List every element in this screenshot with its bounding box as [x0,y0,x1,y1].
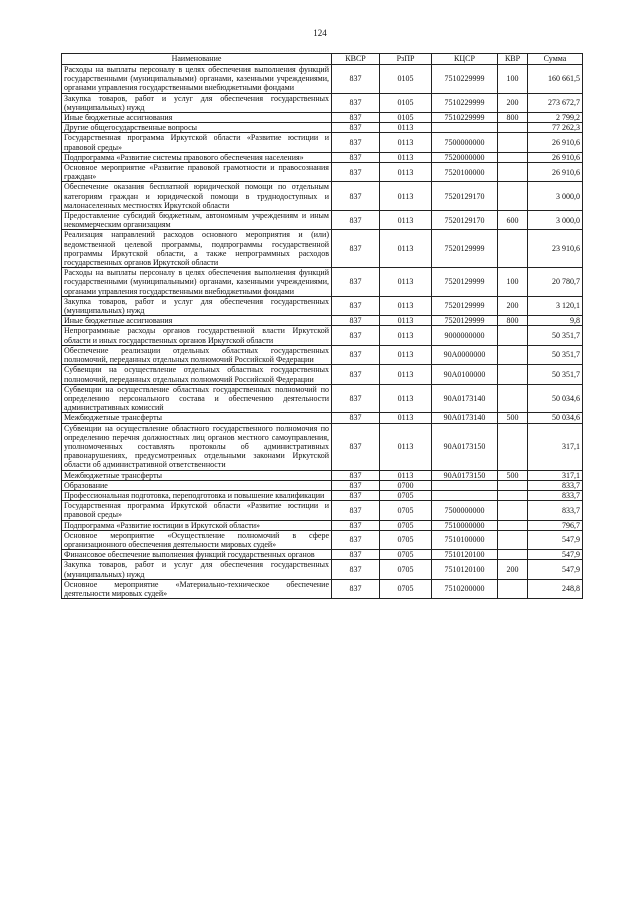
table-row [62,326,583,345]
cell-name: Закупка товаров, работ и услуг для обеспечения государственных (муниципальных) нужд [62,296,332,315]
cell-rzpr: 0113 [380,152,432,162]
cell-sum: 248,8 [528,579,583,598]
cell-sum: 20 780,7 [528,268,583,297]
cell-sum: 26 910,6 [528,152,583,162]
cell-kvr [498,152,528,162]
cell-kcsr: 7510120100 [432,550,498,560]
cell-kvsr: 837 [332,530,380,549]
cell-kcsr: 7510229999 [432,65,498,94]
cell-name: Основное мероприятие «Материально-техническое обеспечение деятельности мировых судей» [62,579,332,598]
cell-rzpr: 0705 [380,579,432,598]
table-row [62,423,583,470]
cell-kvsr: 837 [332,423,380,470]
table-row [62,490,583,500]
cell-sum: 3 000,0 [528,182,583,211]
cell-kvsr: 837 [332,326,380,345]
table-row [62,520,583,530]
cell-name: Иные бюджетные ассигнования [62,113,332,123]
cell-kvsr: 837 [332,65,380,94]
cell-kvsr: 837 [332,152,380,162]
cell-kvsr: 837 [332,413,380,423]
cell-kvr: 200 [498,560,528,579]
cell-name: Финансовое обеспечение выполнения функций государственных органов [62,550,332,560]
cell-name: Другие общегосударственные вопросы [62,123,332,133]
table-row [62,530,583,549]
cell-kvr: 600 [498,211,528,230]
cell-kvsr: 837 [332,230,380,268]
table-row [62,560,583,579]
budget-table [61,53,583,599]
cell-kcsr [432,480,498,490]
cell-sum: 317,1 [528,470,583,480]
cell-sum: 3 120,1 [528,296,583,315]
cell-kcsr [432,123,498,133]
cell-kcsr: 90А0100000 [432,365,498,384]
cell-rzpr: 0113 [380,365,432,384]
cell-name: Подпрограмма «Развитие юстиции в Иркутской области» [62,520,332,530]
cell-kvr [498,384,528,413]
cell-rzpr: 0105 [380,65,432,94]
cell-rzpr: 0113 [380,163,432,182]
cell-kvsr: 837 [332,123,380,133]
cell-kvsr: 837 [332,93,380,112]
cell-kcsr: 7520000000 [432,152,498,162]
cell-name: Государственная программа Иркутской области «Развитие юстиции и правовой среды» [62,133,332,152]
cell-name: Подпрограмма «Развитие системы правового обеспечения населения» [62,152,332,162]
cell-rzpr: 0705 [380,520,432,530]
cell-rzpr: 0705 [380,490,432,500]
cell-sum: 2 799,2 [528,113,583,123]
cell-kvsr: 837 [332,296,380,315]
cell-kvr [498,550,528,560]
cell-kvsr: 837 [332,113,380,123]
table-row [62,182,583,211]
cell-rzpr: 0705 [380,530,432,549]
cell-kvr [498,345,528,364]
cell-rzpr: 0705 [380,501,432,520]
cell-sum: 796,7 [528,520,583,530]
cell-kcsr: 7510000000 [432,520,498,530]
cell-rzpr: 0113 [380,384,432,413]
cell-name: Профессиональная подготовка, переподготовка и повышение квалификации [62,490,332,500]
table-row [62,480,583,490]
cell-rzpr: 0705 [380,560,432,579]
cell-sum: 23 910,6 [528,230,583,268]
cell-kvr: 500 [498,413,528,423]
cell-name: Основное мероприятие «Развитие правовой грамотности и правосознания граждан» [62,163,332,182]
header-kvr: КВР [498,54,528,65]
cell-kvsr: 837 [332,501,380,520]
cell-kvr: 500 [498,470,528,480]
cell-name: Межбюджетные трансферты [62,413,332,423]
cell-kvr [498,163,528,182]
cell-name: Непрограммные расходы органов государственной власти Иркутской области и иных государственных органов Иркутской области [62,326,332,345]
table-row [62,123,583,133]
cell-kvr [498,123,528,133]
cell-kcsr: 90А0173150 [432,470,498,480]
cell-name: Образование [62,480,332,490]
cell-sum: 833,7 [528,480,583,490]
cell-kvr [498,490,528,500]
cell-sum: 3 000,0 [528,211,583,230]
table-row [62,501,583,520]
cell-name: Межбюджетные трансферты [62,470,332,480]
table-row [62,152,583,162]
cell-kvsr: 837 [332,560,380,579]
cell-kvr [498,530,528,549]
cell-kvr [498,480,528,490]
cell-kcsr: 7510229999 [432,93,498,112]
cell-rzpr: 0113 [380,296,432,315]
cell-kvsr: 837 [332,211,380,230]
table-row [62,163,583,182]
table-header-row [62,54,583,65]
cell-rzpr: 0113 [380,133,432,152]
cell-rzpr: 0113 [380,230,432,268]
cell-kvsr: 837 [332,133,380,152]
cell-kcsr: 7520100000 [432,163,498,182]
cell-sum: 50 351,7 [528,365,583,384]
cell-kvr: 100 [498,65,528,94]
cell-rzpr: 0113 [380,413,432,423]
cell-rzpr: 0700 [380,480,432,490]
cell-sum: 50 351,7 [528,345,583,364]
cell-sum: 317,1 [528,423,583,470]
table-row [62,470,583,480]
cell-kcsr: 90А0173140 [432,413,498,423]
cell-sum: 9,8 [528,316,583,326]
cell-kcsr: 9000000000 [432,326,498,345]
cell-kvsr: 837 [332,480,380,490]
table-row [62,65,583,94]
table-row [62,296,583,315]
table-row [62,211,583,230]
cell-kcsr: 7510229999 [432,113,498,123]
cell-kvr: 800 [498,316,528,326]
cell-kcsr: 7500000000 [432,501,498,520]
cell-rzpr: 0113 [380,182,432,211]
cell-sum: 50 034,6 [528,413,583,423]
cell-rzpr: 0113 [380,345,432,364]
cell-kcsr: 90А0173140 [432,384,498,413]
cell-kcsr: 7520129999 [432,296,498,315]
table-body [62,65,583,599]
cell-kvr: 200 [498,93,528,112]
cell-name: Субвенции на осуществление отдельных областных государственных полномочий, переданных отдельных полномочий Российской Федерации [62,365,332,384]
cell-kvsr: 837 [332,579,380,598]
cell-sum: 26 910,6 [528,163,583,182]
cell-kvsr: 837 [332,268,380,297]
cell-sum: 50 351,7 [528,326,583,345]
cell-sum: 26 910,6 [528,133,583,152]
table-row [62,316,583,326]
cell-kcsr: 7520129999 [432,230,498,268]
table-row [62,365,583,384]
cell-kvsr: 837 [332,182,380,211]
table-row [62,230,583,268]
cell-kcsr: 90А0000000 [432,345,498,364]
cell-rzpr: 0113 [380,423,432,470]
cell-kvr [498,520,528,530]
cell-name: Предоставление субсидий бюджетным, автономным учреждениям и иным некоммерческим организациям [62,211,332,230]
cell-rzpr: 0705 [380,550,432,560]
cell-name: Закупка товаров, работ и услуг для обеспечения государственных (муниципальных) нужд [62,93,332,112]
cell-name: Основное мероприятие «Осуществление полномочий в сфере организационного обеспечения деятельности мировых судей» [62,530,332,549]
cell-rzpr: 0113 [380,326,432,345]
cell-kvr [498,182,528,211]
table-row [62,93,583,112]
cell-kvr [498,326,528,345]
cell-kvsr: 837 [332,490,380,500]
table-row [62,113,583,123]
cell-kvsr: 837 [332,316,380,326]
cell-kvr [498,230,528,268]
cell-kcsr: 7520129170 [432,182,498,211]
cell-rzpr: 0113 [380,470,432,480]
cell-sum: 833,7 [528,490,583,500]
cell-rzpr: 0105 [380,93,432,112]
page-number: 124 [313,28,327,38]
header-kvsr: КВСР [332,54,380,65]
table-row [62,268,583,297]
cell-name: Обеспечение реализации отдельных областных государственных полномочий, переданных отдельных полномочий Российской Федерации [62,345,332,364]
header-sum: Сумма [528,54,583,65]
cell-sum: 547,9 [528,550,583,560]
cell-kvsr: 837 [332,470,380,480]
cell-sum: 50 034,6 [528,384,583,413]
cell-sum: 77 262,3 [528,123,583,133]
cell-name: Закупка товаров, работ и услуг для обеспечения государственных (муниципальных) нужд [62,560,332,579]
cell-rzpr: 0113 [380,123,432,133]
table-row [62,133,583,152]
cell-rzpr: 0105 [380,113,432,123]
cell-kcsr: 90А0173150 [432,423,498,470]
cell-kcsr: 7510120100 [432,560,498,579]
table-row [62,345,583,364]
cell-kcsr: 7520129999 [432,316,498,326]
cell-sum: 833,7 [528,501,583,520]
cell-name: Государственная программа Иркутской области «Развитие юстиции и правовой среды» [62,501,332,520]
cell-kcsr: 7510100000 [432,530,498,549]
cell-kcsr: 7500000000 [432,133,498,152]
header-name: Наименование [62,54,332,65]
cell-kcsr: 7510200000 [432,579,498,598]
table-row [62,579,583,598]
cell-kvr [498,579,528,598]
cell-name: Иные бюджетные ассигнования [62,316,332,326]
cell-sum: 160 661,5 [528,65,583,94]
header-kcsr: КЦСР [432,54,498,65]
cell-name: Расходы на выплаты персоналу в целях обеспечения выполнения функций государственными (муниципальными) органами, казенными учреждениями, органами управления государственными внебюджетными фондами [62,65,332,94]
cell-name: Реализация направлений расходов основного мероприятия и (или) ведомственной целевой программы, подпрограммы государственной программы Иркутской области, а также непрограммных расходов государственных органов Иркутской области [62,230,332,268]
cell-kvsr: 837 [332,384,380,413]
cell-rzpr: 0113 [380,211,432,230]
cell-sum: 547,9 [528,530,583,549]
table-row [62,384,583,413]
cell-name: Обеспечение оказания бесплатной юридической помощи по отдельным категориям граждан и юридической помощи в труднодоступных и малонаселенных местностях Иркутской области [62,182,332,211]
cell-name: Субвенции на осуществление областного государственного полномочия по определению перечня должностных лиц органов местного самоуправления, уполномоченных составлять протоколы об административных правонарушениях, предусмотренных отдельными законами Иркутской области об административной ответственности [62,423,332,470]
cell-kcsr [432,490,498,500]
cell-kvsr: 837 [332,550,380,560]
cell-rzpr: 0113 [380,268,432,297]
cell-sum: 547,9 [528,560,583,579]
cell-kcsr: 7520129999 [432,268,498,297]
cell-name: Субвенции на осуществление областных государственных полномочий по определению персонального состава и обеспечению деятельности административных комиссий [62,384,332,413]
table-row [62,550,583,560]
cell-kcsr: 7520129170 [432,211,498,230]
cell-kvsr: 837 [332,345,380,364]
cell-kvr [498,133,528,152]
cell-kvr: 100 [498,268,528,297]
cell-name: Расходы на выплаты персоналу в целях обеспечения выполнения функций государственными (муниципальными) органами, казенными учреждениями, органами управления государственными внебюджетными фондами [62,268,332,297]
cell-sum: 273 672,7 [528,93,583,112]
table-row [62,413,583,423]
header-rzpr: РзПР [380,54,432,65]
cell-kvsr: 837 [332,163,380,182]
cell-kvr [498,501,528,520]
cell-kvsr: 837 [332,365,380,384]
cell-kvr [498,365,528,384]
cell-kvsr: 837 [332,520,380,530]
cell-kvr: 200 [498,296,528,315]
cell-rzpr: 0113 [380,316,432,326]
cell-kvr: 800 [498,113,528,123]
cell-kvr [498,423,528,470]
